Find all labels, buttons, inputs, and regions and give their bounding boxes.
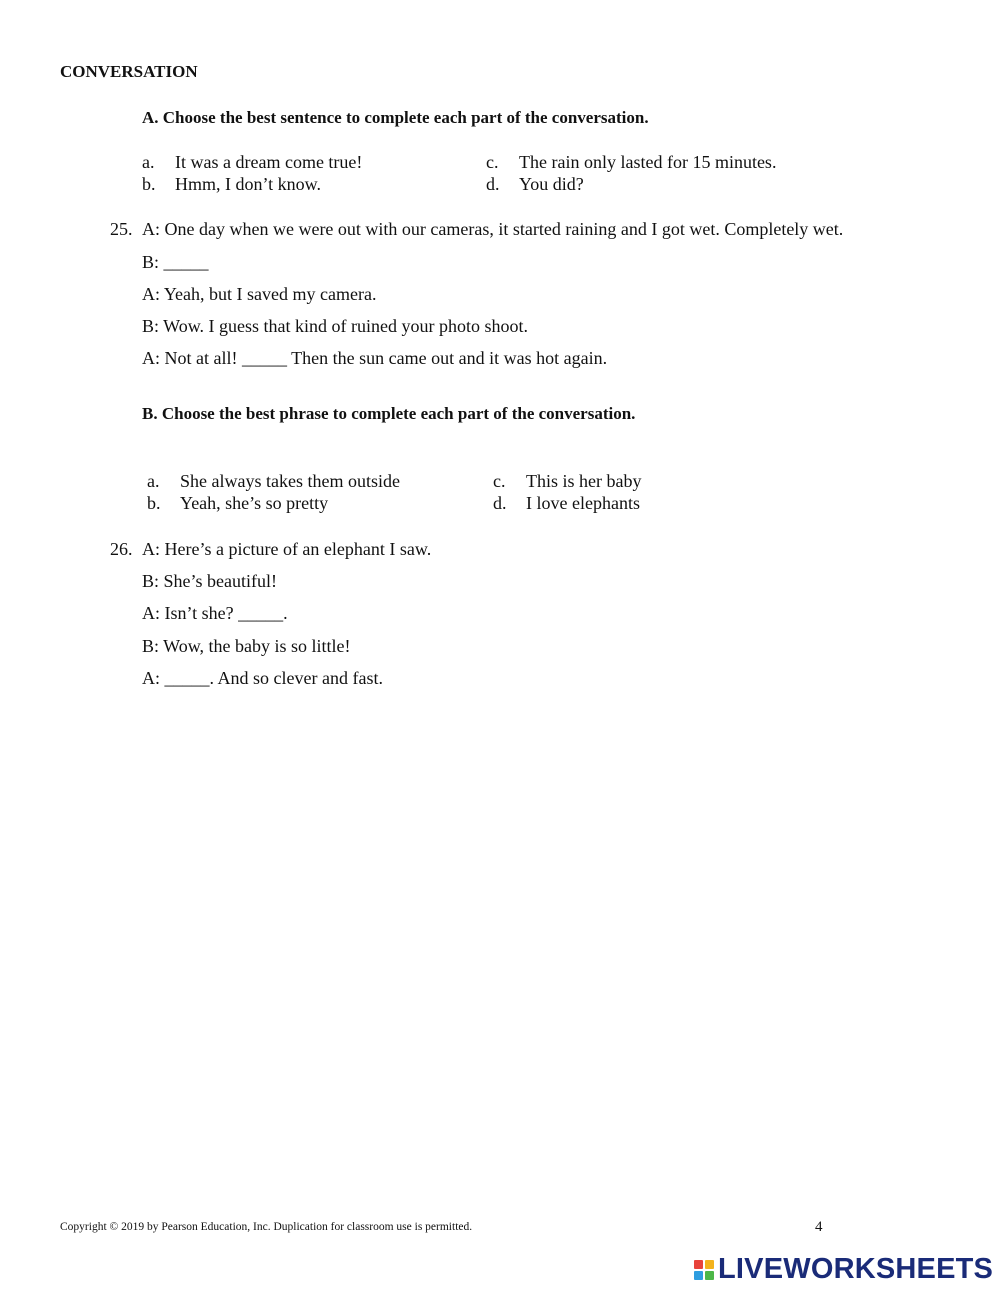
question-25-line-4: B: Wow. I guess that kind of ruined your photo shoot. bbox=[142, 316, 529, 336]
option-text: Yeah, she’s so pretty bbox=[180, 493, 329, 513]
section-a-option-a bbox=[142, 152, 362, 173]
question-25-line-5: A: Not at all! _____ Then the sun came out and it was hot again. bbox=[142, 348, 608, 368]
question-26-line-5: A: _____. And so clever and fast. bbox=[142, 668, 383, 688]
logo-tile bbox=[694, 1271, 703, 1280]
section-a-option-b bbox=[142, 174, 321, 195]
section-b-instruction: B. Choose the best phrase to complete each part of the conversation. bbox=[142, 404, 636, 423]
section-b-option-b bbox=[147, 493, 328, 514]
page-number: 4 bbox=[815, 1219, 823, 1235]
logo-tile bbox=[705, 1271, 714, 1280]
option-letter: c. bbox=[486, 152, 499, 172]
option-text: It was a dream come true! bbox=[175, 152, 363, 172]
question-25-number: 25. bbox=[110, 219, 133, 239]
option-text: You did? bbox=[519, 174, 584, 194]
question-26-number: 26. bbox=[110, 539, 133, 559]
section-b-option-a bbox=[147, 471, 400, 492]
liveworksheets-logo bbox=[694, 1253, 993, 1286]
section-b-option-c bbox=[493, 471, 641, 492]
option-letter: b. bbox=[147, 493, 161, 513]
logo-text: LIVEWORKSHEETS bbox=[718, 1253, 994, 1285]
question-26-line-1: A: Here’s a picture of an elephant I saw. bbox=[142, 539, 432, 559]
option-text: This is her baby bbox=[526, 471, 642, 491]
logo-tile bbox=[694, 1260, 703, 1269]
option-letter: c. bbox=[493, 471, 506, 491]
section-b-option-d bbox=[493, 493, 640, 514]
question-26-line-3: A: Isn’t she? _____. bbox=[142, 603, 288, 623]
question-26-line-2: B: She’s beautiful! bbox=[142, 571, 277, 591]
option-letter: d. bbox=[486, 174, 500, 194]
option-letter: d. bbox=[493, 493, 507, 513]
option-text: I love elephants bbox=[526, 493, 640, 513]
question-26-line-4: B: Wow, the baby is so little! bbox=[142, 636, 351, 656]
option-text: She always takes them outside bbox=[180, 471, 400, 491]
copyright-notice: Copyright © 2019 by Pearson Education, Inc. Duplication for classroom use is permitted. bbox=[60, 1221, 473, 1233]
section-a-option-d bbox=[486, 174, 584, 195]
option-letter: b. bbox=[142, 174, 156, 194]
option-text: Hmm, I don’t know. bbox=[175, 174, 321, 194]
question-25-line-1: A: One day when we were out with our cameras, it started raining and I got wet. Completely wet. bbox=[142, 219, 844, 239]
logo-tile bbox=[705, 1260, 714, 1269]
section-a-instruction: A. Choose the best sentence to complete each part of the conversation. bbox=[142, 108, 649, 127]
question-25-line-3: A: Yeah, but I saved my camera. bbox=[142, 284, 377, 304]
option-letter: a. bbox=[147, 471, 160, 491]
option-letter: a. bbox=[142, 152, 155, 172]
option-text: The rain only lasted for 15 minutes. bbox=[519, 152, 777, 172]
logo-tiles-icon bbox=[694, 1260, 714, 1280]
page-heading: CONVERSATION bbox=[60, 62, 198, 81]
question-25-line-2: B: _____ bbox=[142, 252, 209, 272]
section-a-option-c bbox=[486, 152, 776, 173]
